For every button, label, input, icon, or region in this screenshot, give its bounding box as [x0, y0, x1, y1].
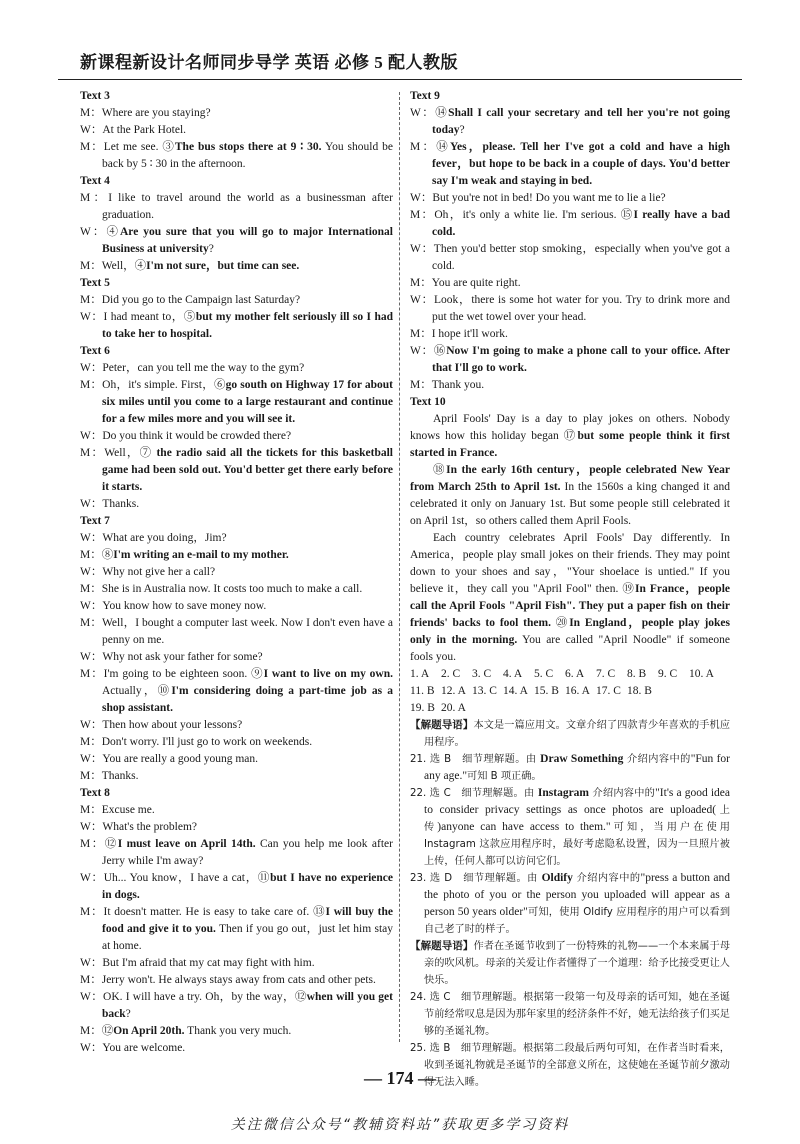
answer-key	[410, 666, 730, 717]
text-run: 24. 选 C 细节理解题。根据第一段第一句及母亲的话可知，她在圣诞节前经常叹息是因为那年家里的经济条件不好，她无法给孩子们买足够的圣诞礼物。	[410, 992, 730, 1037]
text-run: M：Let me see. ③	[80, 141, 175, 153]
dialogue-line	[80, 836, 393, 870]
text-heading: Text 3	[80, 90, 110, 102]
bold-text: In England，people play jokes only in the morning.	[410, 617, 730, 646]
answer-row	[410, 683, 730, 700]
text-run: W：Then you'd better stop smoking，especially when you've got a cold.	[410, 243, 730, 272]
text-run: 可知 B 项正确。	[467, 771, 542, 782]
bold-text: I'm writing an e-mail to my mother.	[113, 549, 289, 561]
answer-item: 16. A	[565, 685, 590, 697]
dialogue-line	[80, 972, 393, 989]
bold-text: but some people think it first started in France.	[410, 430, 730, 459]
bold-text: go south on Highway 17 for about six miles until you come to a large restaurant and continue for a few miles more and you will see it.	[102, 379, 393, 425]
answer-item: 5. C	[534, 668, 554, 680]
text-run: M：Well，④	[80, 260, 147, 272]
bold-text: Draw Something	[540, 753, 624, 765]
text-heading: Text 6	[80, 345, 110, 357]
page-header	[58, 40, 742, 80]
bold-text: when will you get back	[102, 991, 393, 1020]
text-heading: Text 8	[80, 787, 110, 799]
dialogue-line	[410, 326, 730, 343]
dialogue-line	[80, 224, 393, 258]
bold-text: Yes，please. Tell her I've got a cold and have a high fever，but hope to be back in a couple of days. You'd better say I'm weak and staying in bed.	[432, 141, 730, 187]
bold-text: I will buy the food and give it to you.	[102, 906, 393, 935]
dialogue-line	[80, 496, 393, 513]
dialogue-line	[80, 309, 393, 343]
bold-text: Are you sure that you will go to major International Business at university	[102, 226, 393, 255]
answer-item: 4. A	[503, 668, 523, 680]
dialogue-line	[410, 241, 730, 275]
text-run: M：Thank you.	[410, 379, 485, 391]
text-run: M：Did you go to the Campaign last Saturday?	[80, 294, 301, 306]
passage-paragraph	[410, 462, 730, 530]
bold-text: I must leave on April 14th.	[117, 838, 256, 850]
dialogue-line	[80, 547, 393, 564]
page-number: — 174 —	[364, 1068, 436, 1088]
bold-text: but my mother felt seriously ill so I had to take her to hospital.	[102, 311, 393, 340]
text-run: M：⑫	[80, 838, 118, 850]
text-run: W：Thanks.	[80, 498, 140, 510]
explanations-1	[410, 751, 730, 938]
text-run: M：You are quite right.	[410, 277, 521, 289]
text-run: 22. 选 C 细节理解题。由	[410, 788, 538, 799]
bold-text: In France，people call the April Fools "April Fish". They put a paper fish on their friends' backs to fool them.	[410, 583, 730, 629]
reading-guide-2	[410, 938, 730, 989]
text-run: In the 1560s a king changed it and celebrated it only on January 1st. But some people still celebrated it on April 1st，so others called them April Fools.	[410, 481, 730, 527]
text-run: M：Oh，it's simple. First，⑥	[80, 379, 226, 391]
dialogue-line	[80, 360, 393, 377]
text-run: M：⑧	[80, 549, 114, 561]
dialogue-line	[80, 105, 393, 122]
left-column	[80, 88, 393, 1057]
text-run: ?	[125, 1008, 131, 1020]
text-run: W：⑭	[410, 107, 449, 119]
text-run: Can you help me look after Jerry while I'm away?	[102, 838, 393, 867]
text-run: W：Why not ask your father for some?	[80, 651, 263, 663]
answer-item: 20. A	[441, 702, 466, 714]
text-run: W：At the Park Hotel.	[80, 124, 187, 136]
text-heading: Text 10	[410, 396, 446, 408]
book-title: 新课程新设计名师同步导学 英语 必修 5 配人教版	[80, 53, 458, 72]
text-run: )anyone can have access to them."	[437, 821, 611, 833]
text-run: W：You are welcome.	[80, 1042, 186, 1054]
text-run: 介绍内容中的	[572, 873, 641, 884]
text-run: M：⑭	[410, 141, 450, 153]
bold-text: but I have no experience in dogs.	[102, 872, 393, 901]
answer-item: 1. A	[410, 668, 430, 680]
dialogue-line	[80, 598, 393, 615]
dialogue-line	[80, 870, 393, 904]
bold-text: Oldify	[541, 872, 573, 884]
dialogue-line	[410, 377, 730, 394]
text-run: W：Then how about your lessons?	[80, 719, 243, 731]
guide-title: 【解题导语】	[410, 940, 474, 952]
answer-item: 15. B	[534, 685, 559, 697]
text-run: You should be back by 5 ∶ 30 in the afternoon.	[102, 141, 393, 170]
text-run: "Fun for any age."	[424, 753, 730, 782]
text-run: M：⑫	[80, 1025, 114, 1037]
text-run: M：It doesn't matter. He is easy to take care of. ⑬	[80, 906, 326, 918]
explanation-item	[410, 751, 730, 785]
dialogue-line	[80, 666, 393, 717]
answer-item: 11. B	[410, 685, 435, 697]
answer-item: 12. A	[441, 685, 466, 697]
text-heading: Text 9	[410, 90, 440, 102]
text-run: W：Why not give her a call?	[80, 566, 216, 578]
text-run: M：I like to travel around the world as a businessman after graduation.	[80, 192, 393, 221]
text-run: M：Don't worry. I'll just go to work on weekends.	[80, 736, 313, 748]
dialogue-line	[80, 717, 393, 734]
text-run: 上传	[424, 805, 730, 833]
dialogue-line	[80, 139, 393, 173]
dialogue-line	[80, 122, 393, 139]
dialogue-line	[80, 377, 393, 428]
text-run: W：But I'm afraid that my cat may fight with him.	[80, 957, 315, 969]
guide-text: 作者在圣诞节收到了一份特殊的礼物——一个本来属于母亲的吹风机。母亲的关爱让作者懂得了一个道理：给予比接受更让人快乐。	[424, 941, 731, 986]
text-run: W：You know how to save money now.	[80, 600, 267, 612]
answer-item: 2. C	[441, 668, 461, 680]
dialogue-line	[80, 734, 393, 751]
text-run: W：Peter，can you tell me the way to the gym?	[80, 362, 305, 374]
right-column	[410, 88, 730, 1091]
answer-item: 19. B	[410, 702, 435, 714]
explanation-item	[410, 989, 730, 1040]
answer-item: 8. B	[627, 668, 647, 680]
answer-item: 3. C	[472, 668, 492, 680]
text-heading: Text 7	[80, 515, 110, 527]
text-run: M：Oh，it's only a white lie. I'm serious. ⑮	[410, 209, 634, 221]
answer-item: 18. B	[627, 685, 652, 697]
answer-item: 17. C	[596, 685, 621, 697]
text-run: W：What's the problem?	[80, 821, 198, 833]
dialogue-line	[410, 207, 730, 241]
answer-item: 14. A	[503, 685, 528, 697]
dialogue-line	[80, 190, 393, 224]
bold-text: I'm considering doing a part-time job as a shop assistant.	[102, 685, 393, 714]
text-run: "It's a good idea to consider privacy settings as once photos are uploaded(	[424, 787, 730, 816]
passage-paragraph	[410, 530, 730, 666]
bold-text: In the early 16th century，people celebrated New Year from March 25th to April 1st.	[410, 464, 730, 493]
text-run: M：Jerry won't. He always stays away from cats and other pets.	[80, 974, 376, 986]
dialogue-line	[80, 1023, 393, 1040]
dialogue-line	[80, 445, 393, 496]
text-run: April Fools' Day is a day to play jokes on others. Nobody knows how this holiday began ⑰	[410, 413, 730, 442]
text-run: M：Thanks.	[80, 770, 139, 782]
text-run: 可知，当用户在使用 Instagram 这款应用程序时，最好考虑隐私设置，因为一旦照片被上传，任何人都可以访问它们。	[424, 822, 730, 867]
bold-text: Now I'm going to make a phone call to your office. After that I'll go to work.	[432, 345, 730, 374]
bold-text: I'm not sure，but time can see.	[146, 260, 300, 272]
dialogue-line	[80, 581, 393, 598]
text-run: Actually，⑩	[102, 685, 172, 697]
dialogue-line	[80, 989, 393, 1023]
text-run: W：⑯	[410, 345, 447, 357]
dialogue-line	[410, 275, 730, 292]
text-run: Then if you go out，just let him stay at home.	[102, 923, 393, 952]
footer-watermark-text: 关注微信公众号“教辅资料站”获取更多学习资料	[230, 1117, 570, 1133]
text-run: ?	[208, 243, 214, 255]
text-run: ?	[459, 124, 465, 136]
bold-text: I want to live on my own.	[263, 668, 393, 680]
text-run: 介绍内容中的	[589, 788, 656, 799]
text-run: ⑱	[433, 464, 447, 476]
text-run: W：I had meant to，⑤	[80, 311, 196, 323]
dialogue-line	[80, 530, 393, 547]
text-run: Thank you very much.	[184, 1025, 292, 1037]
answer-item: 6. A	[565, 668, 585, 680]
guide-text: 本文是一篇应用文。文章介绍了四款青少年喜欢的手机应用程序。	[424, 720, 731, 748]
explanation-item	[410, 785, 730, 870]
answer-item: 9. C	[658, 668, 678, 680]
text-run: M：Well，⑦	[80, 447, 153, 459]
dialogue-line	[80, 1040, 393, 1057]
dialogue-line	[80, 802, 393, 819]
text-run: W：OK. I will have a try. Oh，by the way，⑫	[80, 991, 307, 1003]
dialogue-line	[410, 190, 730, 207]
text-run: W：You are really a good young man.	[80, 753, 259, 765]
answer-item: 10. A	[689, 668, 714, 680]
text-run: M：Well，I bought a computer last week. Now I don't even have a penny on me.	[80, 617, 393, 646]
text-run: You are called "April Noodle" if someone fools you.	[410, 634, 731, 663]
text-run: 21. 选 B 细节理解题。由	[410, 754, 541, 765]
bold-text: The bus stops there at 9 ∶ 30.	[174, 141, 322, 153]
text-run: M：She is in Australia now. It costs too much to make a call.	[80, 583, 363, 595]
dialogue-line	[80, 819, 393, 836]
bold-text: the radio said all the tickets for this basketball game had been sold out. You'd better get there early before it starts.	[102, 447, 393, 493]
text-run: W：④	[80, 226, 120, 238]
dialogue-line	[80, 428, 393, 445]
dialogue-line	[80, 904, 393, 955]
answer-row	[410, 700, 730, 717]
text-heading: Text 4	[80, 175, 110, 187]
passage-paragraph	[410, 411, 730, 462]
text-run: W：Do you think it would be crowded there?	[80, 430, 292, 442]
text-run: ⑳	[550, 617, 570, 629]
text-run: W：Look，there is some hot water for you. Try to drink more and put the wet towel over your head.	[410, 294, 730, 323]
dialogue-line	[410, 292, 730, 326]
dialogue-line	[80, 955, 393, 972]
text-heading: Text 5	[80, 277, 110, 289]
dialogue-line	[80, 768, 393, 785]
answer-row	[410, 666, 730, 683]
text-run: 23. 选 D 细节理解题。由	[410, 873, 542, 884]
answer-item: 7. C	[596, 668, 616, 680]
answer-item: 13. C	[472, 685, 497, 697]
text-run: M：I'm going to be eighteen soon. ⑨	[80, 668, 264, 680]
dialogue-line	[410, 105, 730, 139]
text-run: 介绍内容中的	[623, 754, 691, 765]
bold-text: I really have a bad cold.	[432, 209, 730, 238]
guide-title: 【解题导语】	[410, 719, 474, 731]
listening-texts-continued	[410, 88, 730, 666]
text-run: "press a button and the photo of you or the person you uploaded will appear as a person 50 years older"	[424, 872, 730, 918]
dialogue-line	[80, 649, 393, 666]
explanation-item	[410, 870, 730, 938]
bold-text: Instagram	[537, 787, 590, 799]
bold-text: Shall I call your secretary and tell her you're not going today	[432, 107, 731, 136]
text-run: M：Excuse me.	[80, 804, 155, 816]
dialogue-line	[80, 258, 393, 275]
text-run: Each country celebrates April Fools' Day differently. In America，people play small jokes on their friends. They may point down to your shoes and say，"Your shoelace is untied." If you believe it，they call you "April Fool" then. ⑲	[410, 532, 730, 595]
dialogue-line	[410, 139, 730, 190]
text-run: 可知，使用 Oldify 应用程序的用户可以看到自己老了时的样子。	[424, 907, 731, 935]
text-run: W：What are you doing，Jim?	[80, 532, 227, 544]
dialogue-line	[80, 292, 393, 309]
bold-text: On April 20th.	[113, 1025, 185, 1037]
dialogue-line	[80, 751, 393, 768]
text-run: M：Where are you staying?	[80, 107, 211, 119]
column-divider	[399, 92, 400, 1042]
text-run: W：But you're not in bed! Do you want me to lie a lie?	[410, 192, 666, 204]
text-run: M：I hope it'll work.	[410, 328, 508, 340]
dialogue-line	[410, 343, 730, 377]
reading-guide-1	[410, 717, 730, 751]
text-run: 25. 选 B 细节理解题。根据第二段最后两句可知，在作者当时看来，收到圣诞礼物就是圣诞节的全部意义所在，这使她在圣诞节前夕激动得无法入睡。	[410, 1043, 730, 1088]
text-run: W：Uh... You know，I have a cat，⑪	[80, 872, 271, 884]
dialogue-line	[80, 615, 393, 649]
dialogue-line	[80, 564, 393, 581]
